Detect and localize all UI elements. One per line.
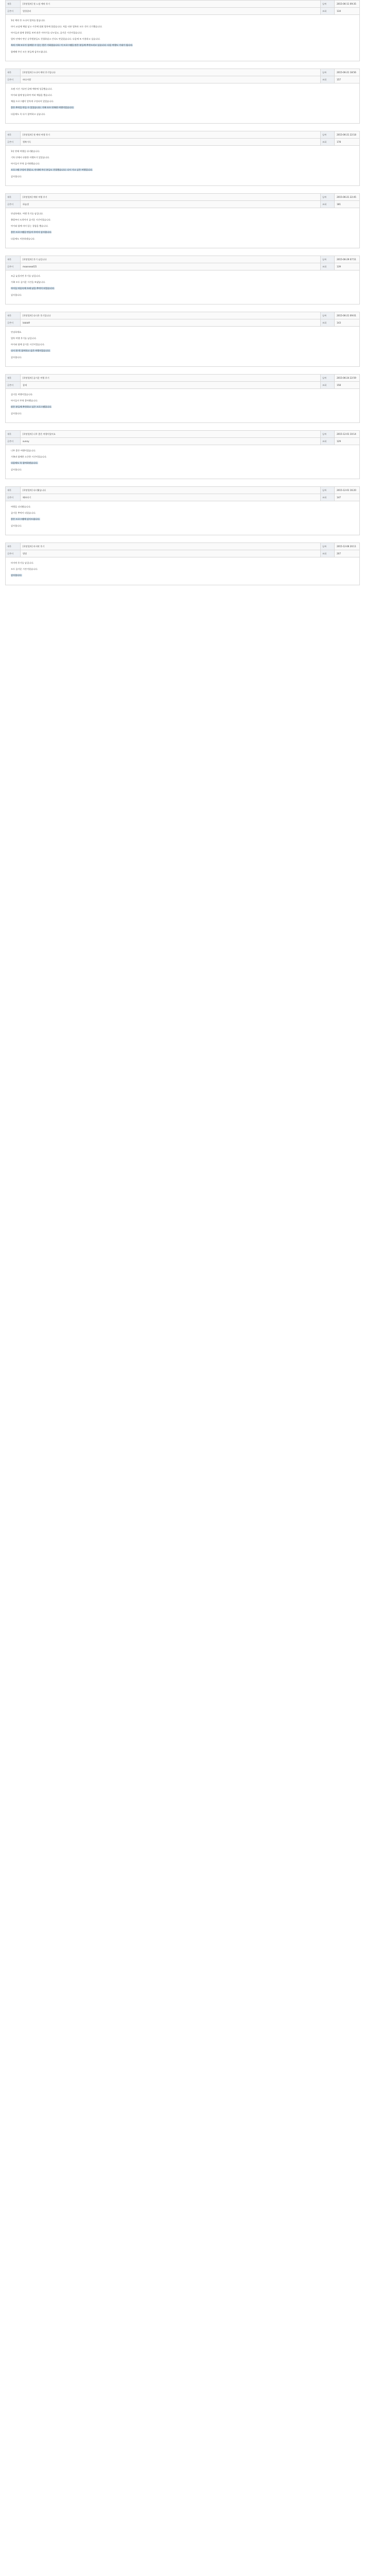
highlight-text: 좋은 추억을 만들 수 있었습니다. 가족 모두 만족한 여행이었습니다. xyxy=(11,106,74,109)
paragraph: 열차 안에서 만난 승무원분들도 친절하셨고 간식도 맛있었습니다. 다음에 또 이용하고 싶습니다. xyxy=(11,38,100,40)
views-label: 조회 xyxy=(320,494,335,501)
highlight-text: 특히 가족 모두가 함께할 수 있는 좋은 기회였습니다. 이 프로그램을 많은 분들께 추천드리고 싶습니다. 다음 여행도 기대가 됩니다. xyxy=(11,44,133,46)
post-title-row xyxy=(6,256,359,263)
paragraph: 아이들과 함께 창밖을 보며 많은 이야기를 나누었고, 즐거운 시간이었습니다. xyxy=(11,31,82,34)
title-label: 제목 xyxy=(6,131,21,138)
post xyxy=(5,430,360,479)
post-body xyxy=(6,208,359,248)
post-author-row xyxy=(6,139,359,146)
paragraph: 마지막 후기를 남깁니다. xyxy=(11,562,34,564)
post xyxy=(5,374,360,423)
author-label: 글쓴이 xyxy=(6,438,21,445)
post-title[interactable]: [희망열차] 너무 좋은 여행이었어요 xyxy=(23,433,56,435)
post-title-row xyxy=(6,1,359,8)
author-label: 글쓴이 xyxy=(6,550,21,557)
post-author-row xyxy=(6,263,359,270)
date-label: 날짜 xyxy=(320,69,335,76)
post-title-row xyxy=(6,312,359,319)
paragraph: 기차 안에서 다양한 이벤트가 있었습니다. xyxy=(11,156,50,159)
post-date: 2015-06-21 22:18 xyxy=(337,133,356,136)
paragraph: 1년 만에 여행을 다녀왔습니다. xyxy=(11,150,40,152)
author-label: 글쓴이 xyxy=(6,139,21,145)
title-label: 제목 xyxy=(6,431,21,437)
title-label: 제목 xyxy=(6,1,21,7)
paragraph: 마이 교실에 체험 넣고 시간에 맞춰 열차에 올랐습니다. 처음 타본 열차라 모든 것이 신기했습니다. xyxy=(11,25,102,28)
post-title[interactable]: [희망열차] 예약 여행 후기 xyxy=(23,196,47,198)
paragraph: 너무 좋은 여행이었습니다. xyxy=(11,449,36,452)
post-views: 143 xyxy=(337,321,341,324)
post-title[interactable]: [희망열차] 다녀온 후기입니다 xyxy=(23,314,51,317)
highlight-text: 좋은 프로그램에 감사드립니다. xyxy=(11,518,40,520)
closing-line: 감사합니다. xyxy=(11,175,22,178)
paragraph: 가족과 함께한 소중한 시간이었습니다. xyxy=(11,455,47,458)
post-views: 157 xyxy=(337,78,341,81)
post-body xyxy=(6,445,359,479)
post xyxy=(5,312,360,367)
highlighted-paragraph xyxy=(11,230,354,234)
author-label: 글쓴이 xyxy=(6,201,21,208)
title-label: 제목 xyxy=(6,543,21,550)
post-date: 2015-12-01 10:14 xyxy=(337,433,356,435)
paragraph: 즐거운 여행이었습니다. xyxy=(11,393,33,396)
post-author: sunny xyxy=(23,440,29,443)
post-author: 행복가득 xyxy=(23,141,31,143)
paragraph: 안녕하세요. xyxy=(11,331,22,333)
views-label: 조회 xyxy=(320,550,335,557)
author-label: 글쓴이 xyxy=(6,494,21,501)
post-author: 바다사랑 xyxy=(23,78,31,81)
post-views: 134 xyxy=(337,10,341,12)
post-views: 129 xyxy=(337,440,341,443)
title-label: 제목 xyxy=(6,375,21,381)
highlighted-paragraph xyxy=(11,461,354,465)
post-title[interactable]: [희망열차] 후기 남깁니다 xyxy=(23,258,47,261)
views-label: 조회 xyxy=(320,76,335,83)
author-label: 글쓴이 xyxy=(6,382,21,388)
post-author-row xyxy=(6,319,359,327)
post-title[interactable]: [희망열차] 첫 예약 여행 후기 xyxy=(23,133,50,136)
paragraph: 모두 즐거운 시간이었습니다. xyxy=(11,568,38,570)
highlighted-paragraph xyxy=(11,106,354,109)
date-label: 날짜 xyxy=(320,543,335,550)
post-views: 207 xyxy=(337,552,341,555)
post-title-row xyxy=(6,487,359,494)
post-author: 열혈찰리 xyxy=(23,10,31,12)
paragraph: 아이와 함께 즐거운 시간이었습니다. xyxy=(11,343,45,346)
date-label: 날짜 xyxy=(320,312,335,319)
post-date: 2015-06-11 09:35 xyxy=(337,3,356,5)
post-author-row xyxy=(6,382,359,389)
post xyxy=(5,256,360,304)
highlighted-paragraph xyxy=(11,168,354,172)
title-label: 제목 xyxy=(6,487,21,494)
post-title[interactable]: [희망열차] 드디어 예약 후기입니다 xyxy=(23,71,56,74)
closing-line: 함께해 주신 모든 분들께 감사드립니다. xyxy=(11,50,48,53)
post-views: 139 xyxy=(337,265,341,268)
paragraph: 아이와 함께 탑승하여 여러 체험을 했습니다. xyxy=(11,94,53,96)
post-body xyxy=(6,557,359,585)
post-author-row xyxy=(6,550,359,557)
highlight-text: 다시 한 번 참여하고 싶은 여행이었습니다. xyxy=(11,349,50,352)
paragraph: 아이들이 무척 즐거워했습니다. xyxy=(11,162,40,165)
views-label: 조회 xyxy=(320,201,335,208)
paragraph: 출발부터 도착까지 즐거운 시간이었습니다. xyxy=(11,218,51,221)
author-label: 글쓴이 xyxy=(6,8,21,14)
post-title[interactable]: [희망열차] 즐거운 여행 후기 xyxy=(23,377,49,379)
post-date: 2015-12-01 16:20 xyxy=(337,489,356,492)
paragraph: 아이와 함께 의미 있는 경험을 했습니다. xyxy=(11,225,48,227)
board xyxy=(0,0,365,585)
paragraph: 즐거운 추억이 되었습니다. xyxy=(11,512,36,514)
post-date: 2015-06-24 22:59 xyxy=(337,377,356,379)
highlight-text: 감사합니다. xyxy=(11,574,22,577)
post-body xyxy=(6,270,359,304)
highlighted-paragraph xyxy=(11,517,354,521)
date-label: 날짜 xyxy=(320,1,335,7)
closing-line: 감사합니다. xyxy=(11,468,22,471)
date-label: 날짜 xyxy=(320,256,335,263)
paragraph: 안녕하세요. 여행 후기를 남깁니다. xyxy=(11,212,44,215)
highlight-text: 프로그램 구성이 좋았고, 안내해 주신 분들도 친절했습니다. 다시 가고 싶은 여행입니다. xyxy=(11,168,93,171)
highlight-text: 좋은 프로그램을 만들어 주셔서 감사합니다. xyxy=(11,231,52,233)
views-label: 조회 xyxy=(320,263,335,270)
title-label: 제목 xyxy=(6,194,21,200)
post-date: 2015-06-29 07:51 xyxy=(337,258,356,261)
date-label: 날짜 xyxy=(320,431,335,437)
highlighted-paragraph xyxy=(11,573,354,577)
post-author: 해바라기 xyxy=(23,496,31,499)
date-label: 날짜 xyxy=(320,375,335,381)
highlight-text: 많은 분들께 추천하고 싶은 프로그램입니다. xyxy=(11,405,52,408)
views-label: 조회 xyxy=(320,139,335,145)
post-author-row xyxy=(6,8,359,15)
post xyxy=(5,131,360,186)
post-title-row xyxy=(6,69,359,76)
post-body xyxy=(6,146,359,185)
post-title-row xyxy=(6,131,359,139)
paragraph: 아이들이 무척 좋아했습니다. xyxy=(11,399,38,402)
views-label: 조회 xyxy=(320,438,335,445)
post-title[interactable]: [희망열차] 첫 느낌 예약 후기 xyxy=(23,3,50,5)
author-label: 글쓴이 xyxy=(6,263,21,270)
post xyxy=(5,69,360,124)
paragraph: 여행을 다녀왔습니다. xyxy=(11,505,31,508)
paragraph: 1년 예약 후 드디어 열차를 탔습니다. xyxy=(11,19,46,22)
post-body xyxy=(6,389,359,422)
post xyxy=(5,543,360,585)
closing-line: 다음에도 꼭 다시 참여하고 싶습니다. xyxy=(11,113,46,115)
closing-line: 감사합니다. xyxy=(11,412,22,415)
closing-line: 감사합니다. xyxy=(11,524,22,527)
paragraph: 체험 프로그램이 알차게 구성되어 있었습니다. xyxy=(11,100,54,103)
post-title-row xyxy=(6,194,359,201)
post-author-row xyxy=(6,494,359,501)
post-author-row xyxy=(6,76,359,83)
post-author: 별빛 xyxy=(23,552,27,555)
views-label: 조회 xyxy=(320,319,335,326)
post-views: 181 xyxy=(337,203,341,206)
post-date: 2015-06-21 22:45 xyxy=(337,196,356,198)
date-label: 날짜 xyxy=(320,194,335,200)
highlighted-paragraph xyxy=(11,405,354,409)
post-views: 178 xyxy=(337,141,341,143)
paragraph: 가족 모두 즐거운 시간을 보냈습니다. xyxy=(11,281,46,283)
views-label: 조회 xyxy=(320,382,335,388)
highlighted-paragraph xyxy=(11,286,354,290)
post-views: 147 xyxy=(337,496,341,499)
highlighted-paragraph xyxy=(11,43,354,47)
post-body xyxy=(6,501,359,535)
post-author-row xyxy=(6,201,359,208)
post-author: 참새 xyxy=(23,384,27,386)
closing-line: 다음에도 이용하겠습니다. xyxy=(11,238,36,240)
post xyxy=(5,193,360,248)
post-author: moonsea415 xyxy=(23,265,37,268)
post-author: lalala9 xyxy=(23,321,30,324)
post-body xyxy=(6,83,359,123)
highlight-text: 다음에도 꼭 참여하겠습니다. xyxy=(11,462,38,464)
post xyxy=(5,486,360,535)
closing-line: 감사합니다. xyxy=(11,356,22,359)
highlight-text: 아이들 마음속에 오래 남을 추억이 되었습니다. xyxy=(11,287,55,290)
post-body xyxy=(6,327,359,366)
date-label: 날짜 xyxy=(320,487,335,494)
paragraph: 조금 늦었지만 후기를 남깁니다. xyxy=(11,275,41,277)
post-date: 2015-06-21 09:01 xyxy=(337,314,356,317)
post-author-row xyxy=(6,438,359,445)
post-title[interactable]: [희망열차] 다녀왔습니다 xyxy=(23,489,46,492)
author-label: 글쓴이 xyxy=(6,76,21,83)
highlighted-paragraph xyxy=(11,349,354,352)
date-label: 날짜 xyxy=(320,131,335,138)
post-title-row xyxy=(6,375,359,382)
author-label: 글쓴이 xyxy=(6,319,21,326)
post-author: 하늘빛 xyxy=(23,203,29,206)
post xyxy=(5,0,360,61)
post-title-row xyxy=(6,543,359,550)
post-views: 158 xyxy=(337,384,341,386)
title-label: 제목 xyxy=(6,69,21,76)
post-body xyxy=(6,15,359,61)
title-label: 제목 xyxy=(6,312,21,319)
views-label: 조회 xyxy=(320,8,335,14)
paragraph: 열차 여행 후기를 남깁니다. xyxy=(11,337,37,340)
post-date: 2015-12-06 20:11 xyxy=(337,545,356,548)
post-title[interactable]: [희망열차] 마지막 후기 xyxy=(23,545,45,548)
title-label: 제목 xyxy=(6,256,21,263)
paragraph: 오랜 시간 기다린 끝에 예약에 성공했습니다. xyxy=(11,88,53,90)
closing-line: 감사합니다. xyxy=(11,294,22,296)
post-date: 2015-06-21 18:56 xyxy=(337,71,356,74)
post-title-row xyxy=(6,431,359,438)
